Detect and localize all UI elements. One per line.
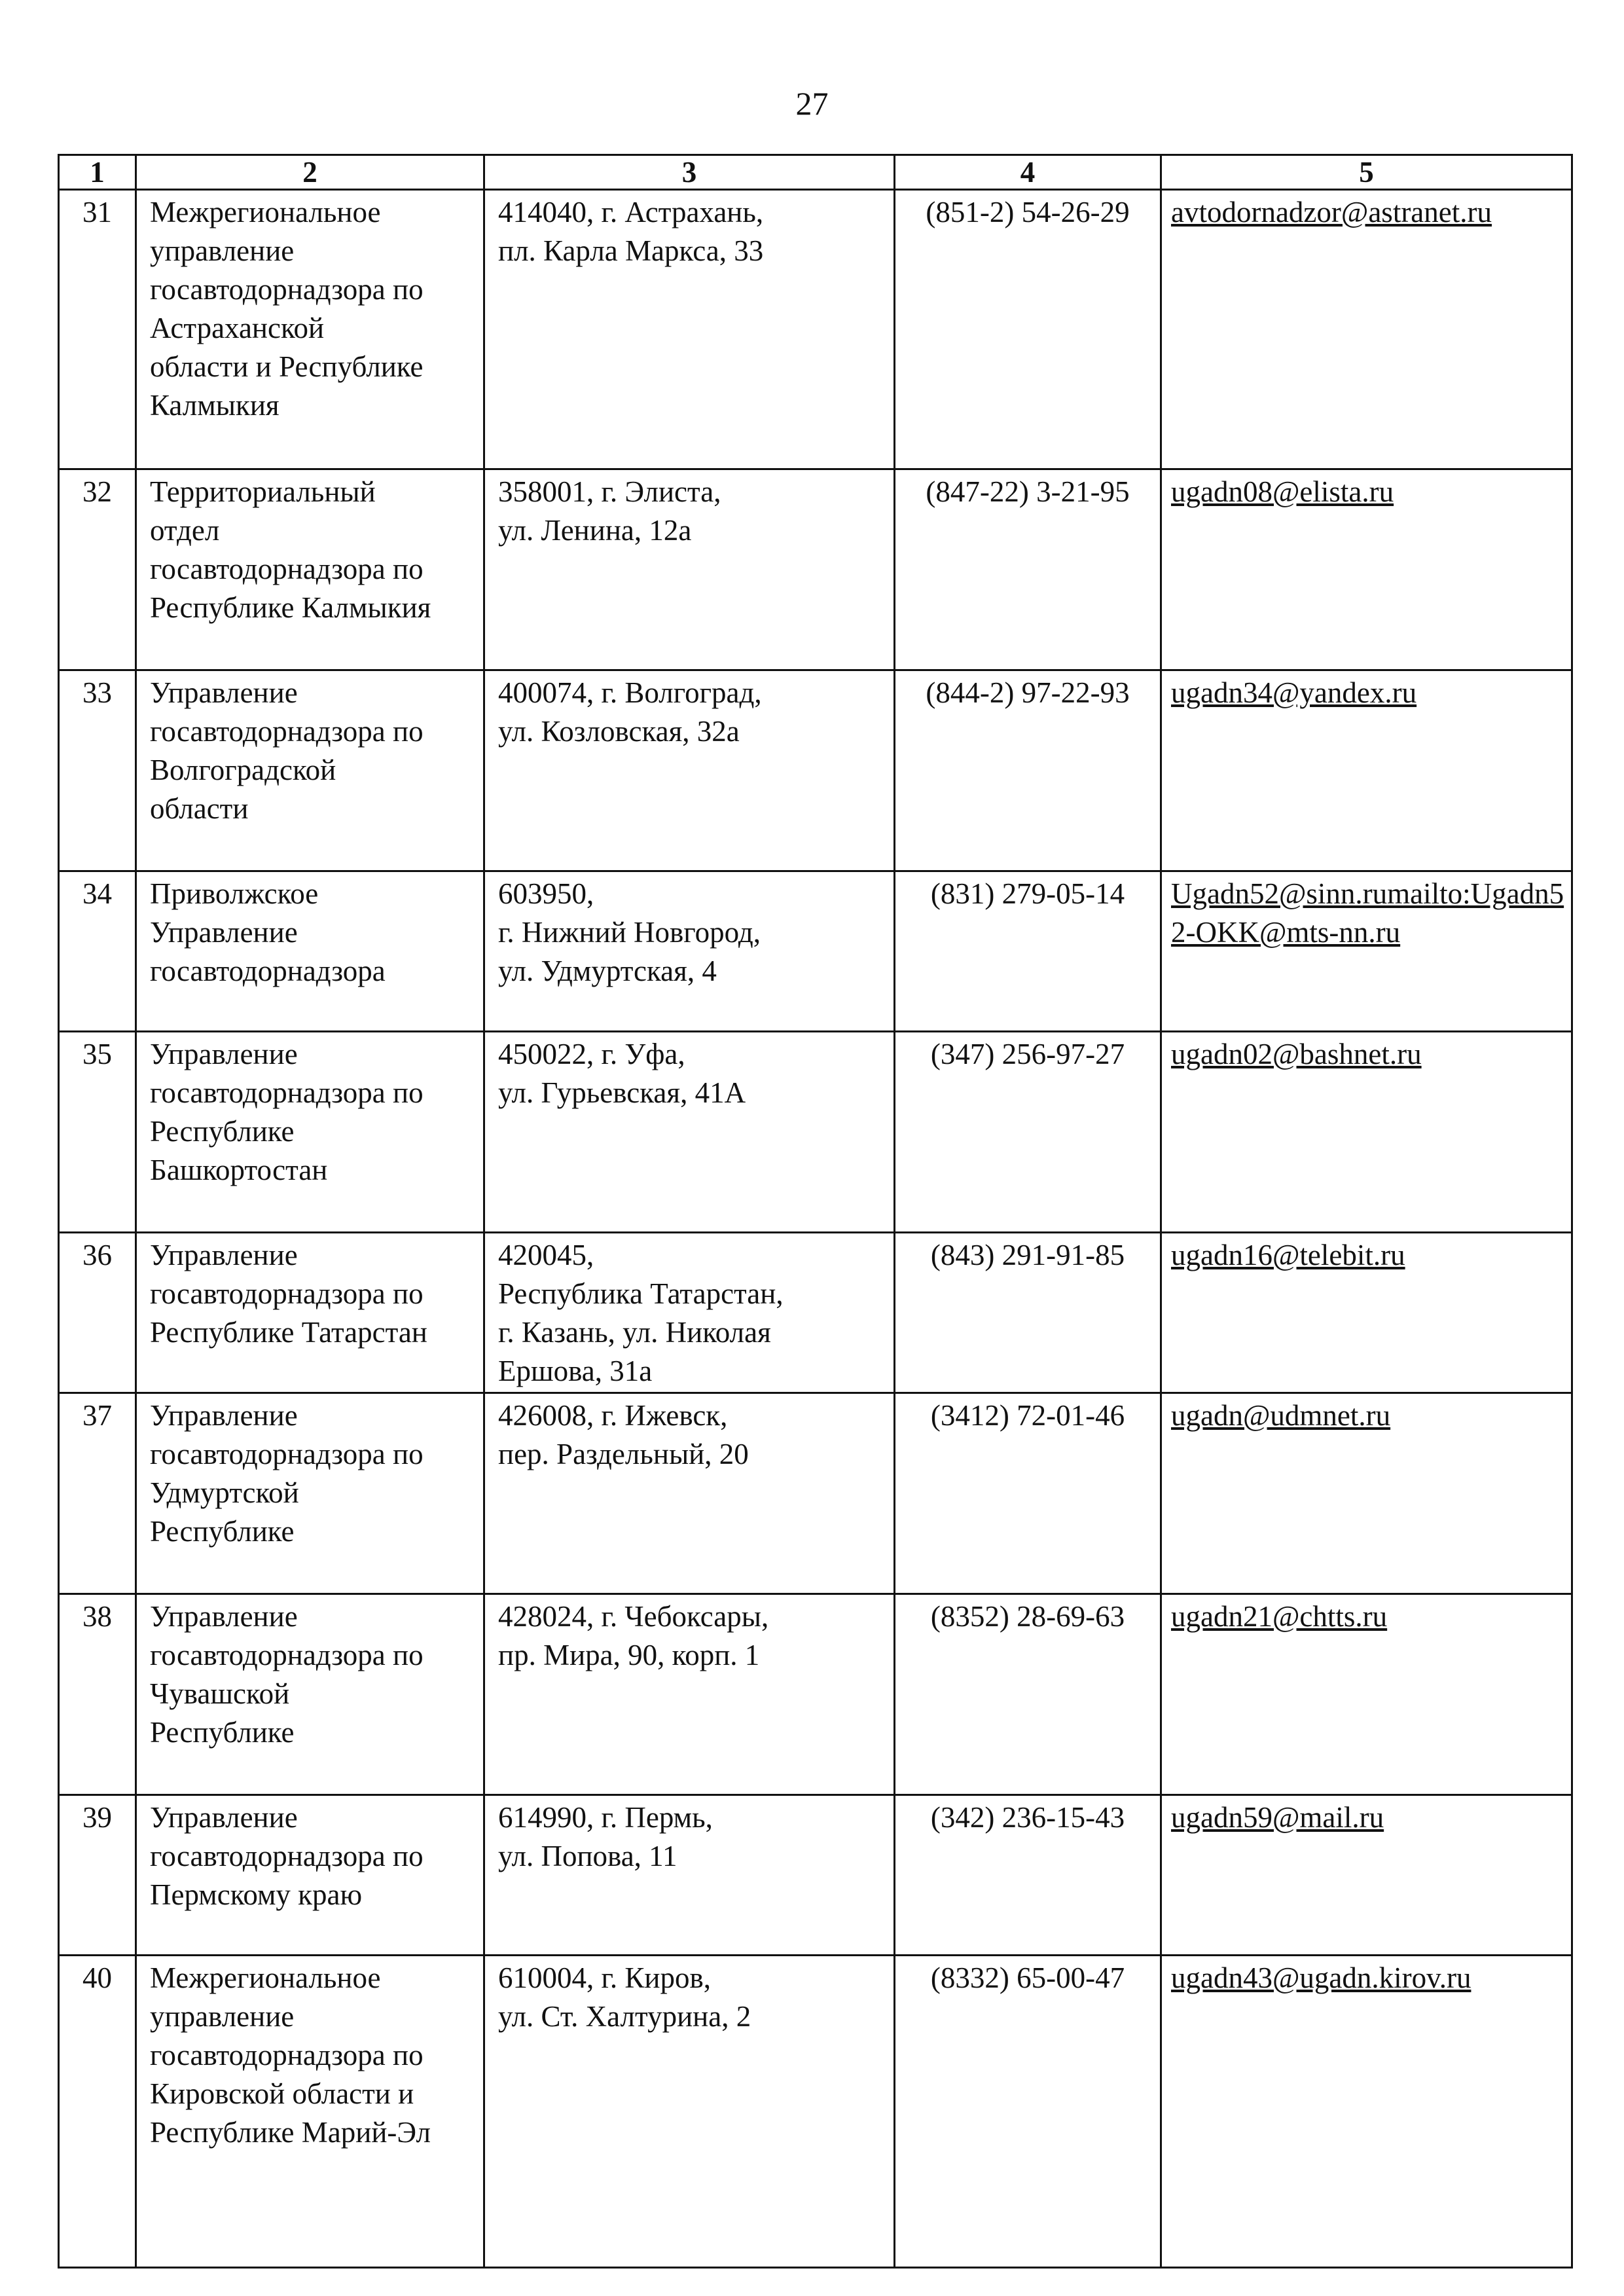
row-number: 36 — [59, 1233, 136, 1393]
registry-table — [58, 154, 1573, 2269]
email-link[interactable]: Ugadn52@sinn.rumailto:Ugadn52-OKK@mts-nn.ru — [1171, 877, 1564, 949]
phone-number: (347) 256-97-27 — [895, 1032, 1161, 1233]
row-number: 33 — [59, 670, 136, 871]
phone-number: (847-22) 3-21-95 — [895, 469, 1161, 670]
row-number: 39 — [59, 1795, 136, 1956]
postal-address: 450022, г. Уфа, ул. Гурьевская, 41А — [484, 1032, 895, 1233]
table-row — [59, 190, 1572, 469]
postal-address: 428024, г. Чебоксары, пр. Мира, 90, корп. 1 — [484, 1594, 895, 1795]
email-link[interactable]: ugadn02@bashnet.ru — [1171, 1038, 1422, 1070]
organization-name: Управление госавтодорнадзора по Республике Башкортостан — [136, 1032, 484, 1233]
phone-number: (843) 291-91-85 — [895, 1233, 1161, 1393]
email-link[interactable]: ugadn21@chtts.ru — [1171, 1600, 1388, 1633]
registry-body — [59, 190, 1572, 2268]
email-address — [1161, 190, 1572, 469]
email-address — [1161, 1233, 1572, 1393]
email-link[interactable]: ugadn@udmnet.ru — [1171, 1399, 1391, 1432]
postal-address: 400074, г. Волгоград, ул. Козловская, 32а — [484, 670, 895, 871]
row-number: 40 — [59, 1956, 136, 2268]
row-number: 37 — [59, 1393, 136, 1594]
table-row — [59, 1393, 1572, 1594]
row-number: 35 — [59, 1032, 136, 1233]
email-address — [1161, 1594, 1572, 1795]
email-link[interactable]: avtodornadzor@astranet.ru — [1171, 196, 1492, 228]
email-link[interactable]: ugadn59@mail.ru — [1171, 1801, 1384, 1834]
table-row — [59, 871, 1572, 1032]
phone-number: (844-2) 97-22-93 — [895, 670, 1161, 871]
table-row — [59, 1032, 1572, 1233]
email-link[interactable]: ugadn34@yandex.ru — [1171, 676, 1417, 709]
organization-name: Управление госавтодорнадзора по Удмуртской Республике — [136, 1393, 484, 1594]
email-link[interactable]: ugadn16@telebit.ru — [1171, 1239, 1405, 1271]
email-link[interactable]: ugadn08@elista.ru — [1171, 475, 1394, 508]
table-row — [59, 1795, 1572, 1956]
email-address — [1161, 1956, 1572, 2268]
organization-name: Территориальный отдел госавтодорнадзора по Республике Калмыкия — [136, 469, 484, 670]
organization-name: Управление госавтодорнадзора по Пермскому краю — [136, 1795, 484, 1956]
header-col-1: 1 — [59, 155, 136, 190]
email-address — [1161, 469, 1572, 670]
phone-number: (8352) 28-69-63 — [895, 1594, 1161, 1795]
email-address — [1161, 871, 1572, 1032]
table-row — [59, 1233, 1572, 1393]
email-address — [1161, 1032, 1572, 1233]
table-row — [59, 670, 1572, 871]
row-number: 31 — [59, 190, 136, 469]
organization-name: Межрегиональное управление госавтодорнадзора по Кировской области и Республике Марий-Эл — [136, 1956, 484, 2268]
row-number: 34 — [59, 871, 136, 1032]
postal-address: 358001, г. Элиста, ул. Ленина, 12а — [484, 469, 895, 670]
table-row — [59, 1594, 1572, 1795]
phone-number: (342) 236-15-43 — [895, 1795, 1161, 1956]
phone-number: (851-2) 54-26-29 — [895, 190, 1161, 469]
header-col-2: 2 — [136, 155, 484, 190]
email-address — [1161, 670, 1572, 871]
header-col-5: 5 — [1161, 155, 1572, 190]
page-number: 27 — [795, 85, 829, 122]
postal-address: 414040, г. Астрахань, пл. Карла Маркса, 33 — [484, 190, 895, 469]
postal-address: 426008, г. Ижевск, пер. Раздельный, 20 — [484, 1393, 895, 1594]
email-address — [1161, 1393, 1572, 1594]
postal-address: 610004, г. Киров, ул. Ст. Халтурина, 2 — [484, 1956, 895, 2268]
phone-number: (3412) 72-01-46 — [895, 1393, 1161, 1594]
postal-address: 614990, г. Пермь, ул. Попова, 11 — [484, 1795, 895, 1956]
header-col-3: 3 — [484, 155, 895, 190]
email-address — [1161, 1795, 1572, 1956]
row-number: 38 — [59, 1594, 136, 1795]
header-col-4: 4 — [895, 155, 1161, 190]
table-row — [59, 1956, 1572, 2268]
header-row — [59, 155, 1572, 190]
table-row — [59, 469, 1572, 670]
organization-name: Приволжское Управление госавтодорнадзора — [136, 871, 484, 1032]
organization-name: Управление госавтодорнадзора по Волгоградской области — [136, 670, 484, 871]
organization-name: Управление госавтодорнадзора по Республике Татарстан — [136, 1233, 484, 1393]
phone-number: (831) 279-05-14 — [895, 871, 1161, 1032]
postal-address: 420045, Республика Татарстан, г. Казань, ул. Николая Ершова, 31а — [484, 1233, 895, 1393]
email-link[interactable]: ugadn43@ugadn.kirov.ru — [1171, 1961, 1471, 1994]
row-number: 32 — [59, 469, 136, 670]
phone-number: (8332) 65-00-47 — [895, 1956, 1161, 2268]
organization-name: Управление госавтодорнадзора по Чувашской Республике — [136, 1594, 484, 1795]
postal-address: 603950, г. Нижний Новгород, ул. Удмуртская, 4 — [484, 871, 895, 1032]
organization-name: Межрегиональное управление госавтодорнадзора по Астраханской области и Республике Калмыкия — [136, 190, 484, 469]
